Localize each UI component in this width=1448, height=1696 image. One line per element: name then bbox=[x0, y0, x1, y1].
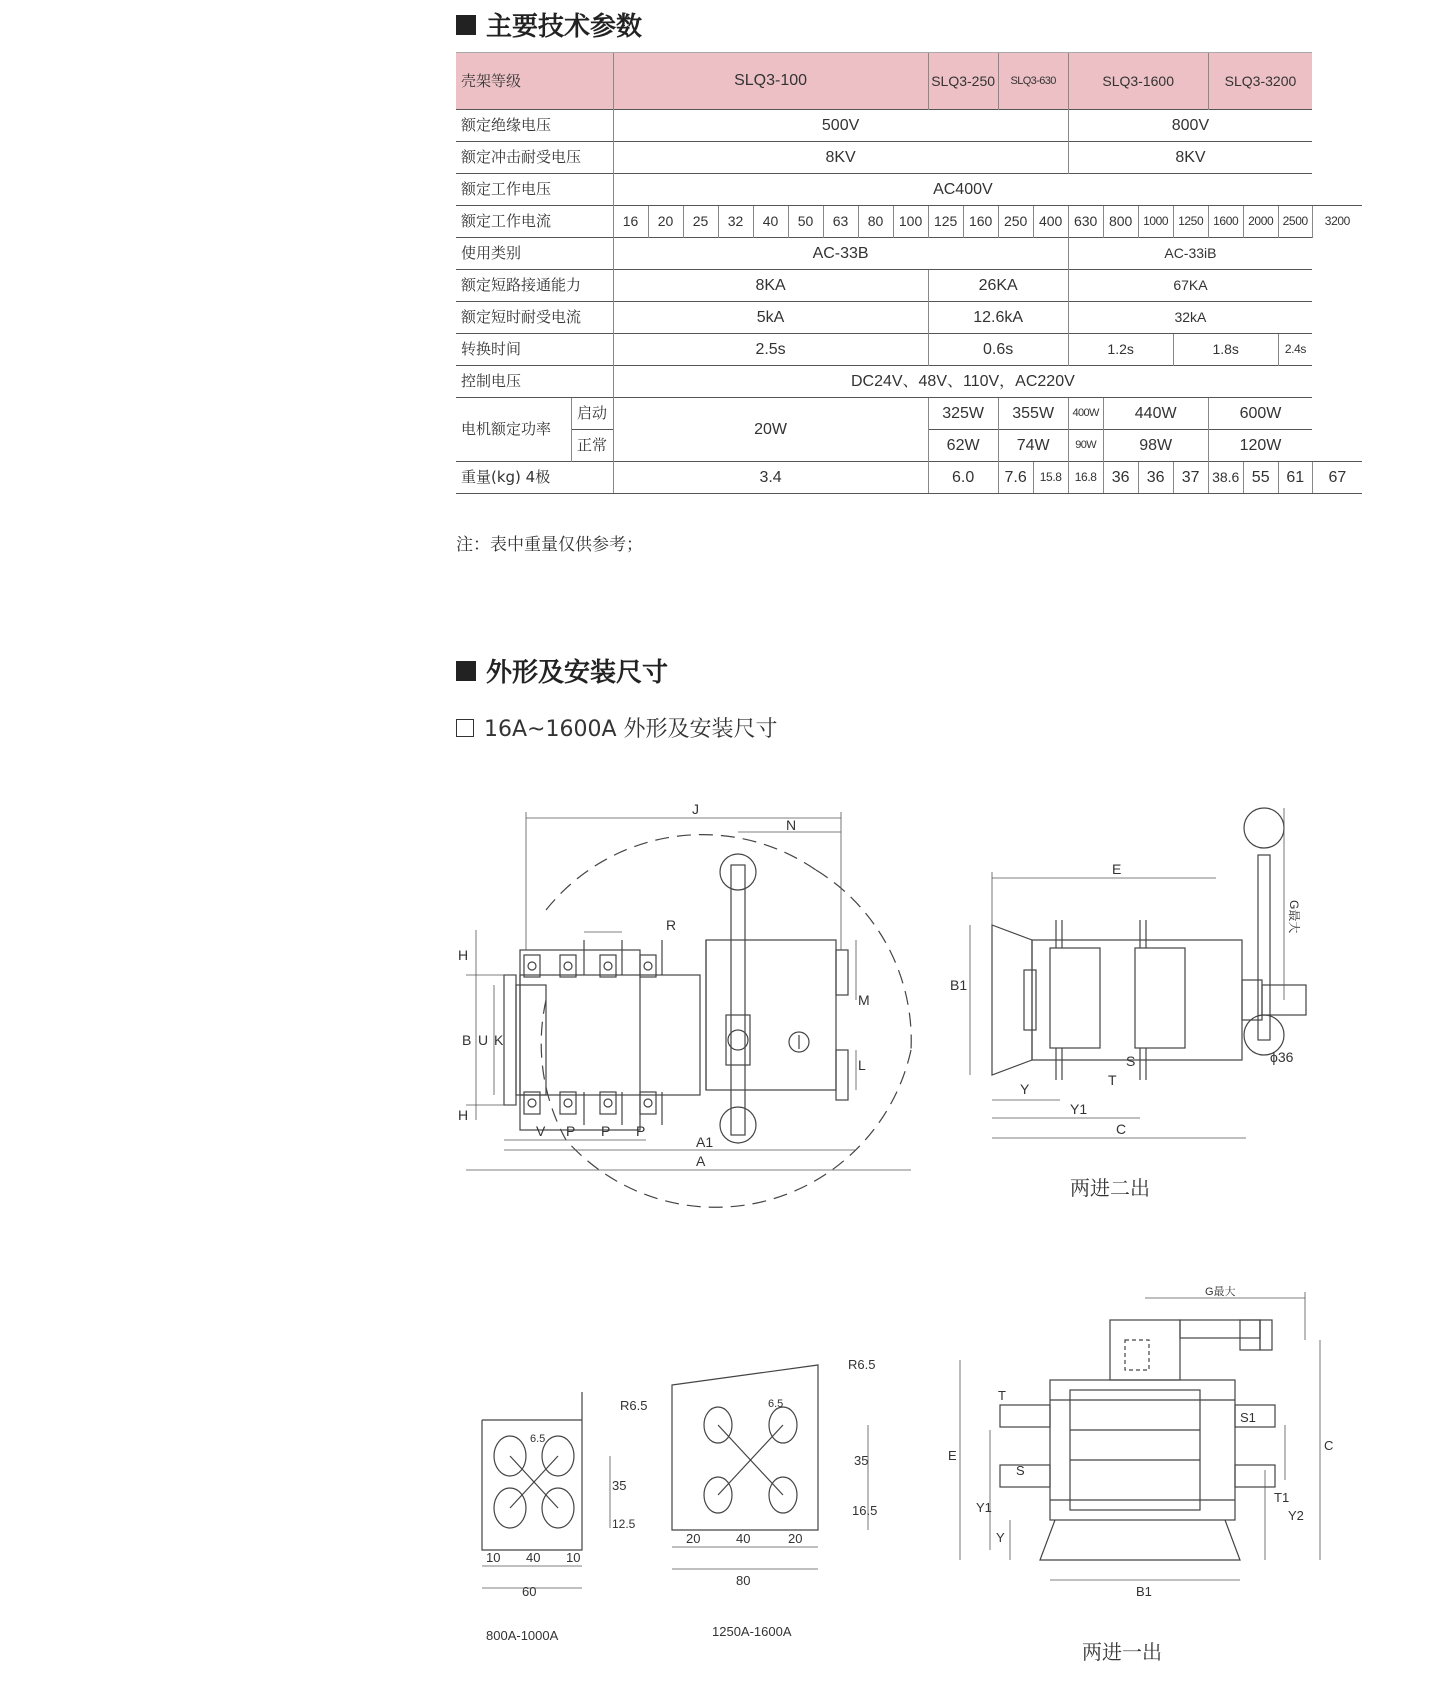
table-cell: AC-33B bbox=[613, 238, 1068, 270]
table-cell: 125 bbox=[928, 206, 963, 238]
table-cell: 2.4s bbox=[1278, 334, 1312, 366]
table-cell: 98W bbox=[1103, 430, 1208, 462]
table-cell: 15.8 bbox=[1033, 462, 1068, 494]
dim-label: Y bbox=[996, 1530, 1005, 1545]
table-cell: 440W bbox=[1103, 398, 1208, 430]
table-cell: 400W bbox=[1068, 398, 1103, 430]
square-bullet-icon bbox=[456, 661, 476, 681]
dim-label: Y2 bbox=[1288, 1508, 1304, 1523]
dim-label: T bbox=[1108, 1072, 1117, 1088]
table-cell: 5kA bbox=[613, 302, 928, 334]
row-label: 额定工作电压 bbox=[456, 174, 613, 206]
table-cell: 40 bbox=[753, 206, 788, 238]
table-cell: 600W bbox=[1208, 398, 1312, 430]
table-cell: 100 bbox=[893, 206, 928, 238]
frame-slq3-3200: SLQ3-3200 bbox=[1208, 53, 1312, 110]
dim-label: Y bbox=[1020, 1081, 1030, 1097]
table-row bbox=[456, 398, 1362, 430]
table-cell: 3200 bbox=[1312, 206, 1362, 238]
table-cell: 26KA bbox=[928, 270, 1068, 302]
dim-label: 35 bbox=[612, 1478, 627, 1493]
dim-label: H bbox=[458, 1107, 469, 1123]
dim-label: Y1 bbox=[976, 1500, 992, 1515]
dim-label: R bbox=[666, 917, 677, 933]
table-cell: 800V bbox=[1068, 110, 1312, 142]
table-cell: AC400V bbox=[613, 174, 1312, 206]
table-cell: 32 bbox=[718, 206, 753, 238]
dim-label: 60 bbox=[522, 1584, 537, 1599]
caption-800-1000: 800A-1000A bbox=[486, 1628, 559, 1643]
frame-slq3-250: SLQ3-250 bbox=[928, 53, 998, 110]
dim-label: G最大 bbox=[1287, 900, 1301, 934]
dim-label: U bbox=[478, 1032, 489, 1048]
header-label: 壳架等级 bbox=[456, 53, 613, 110]
section-title-text: 外形及安装尺寸 bbox=[486, 658, 669, 688]
dim-label: 12.5 bbox=[612, 1517, 636, 1531]
dim-label: E bbox=[1112, 861, 1122, 877]
table-cell: 160 bbox=[963, 206, 998, 238]
row-label: 电机额定功率 bbox=[456, 398, 571, 462]
front-view-drawing bbox=[456, 800, 916, 1200]
dim-label: K bbox=[494, 1032, 504, 1048]
table-cell: 37 bbox=[1173, 462, 1208, 494]
table-cell: 2000 bbox=[1243, 206, 1278, 238]
table-cell: 36 bbox=[1103, 462, 1138, 494]
table-row bbox=[456, 462, 1362, 494]
dim-label: L bbox=[858, 1057, 866, 1073]
caption-two-in-two-out: 两进二出 bbox=[1070, 1176, 1150, 1200]
side-view-drawing bbox=[950, 800, 1300, 1140]
busbar-drawing-800-1000 bbox=[470, 1390, 648, 1600]
dim-label: G最大 bbox=[1205, 1286, 1236, 1298]
table-row bbox=[456, 53, 1362, 110]
table-cell: 1.8s bbox=[1173, 334, 1278, 366]
dim-label: 20 bbox=[686, 1531, 701, 1546]
table-row bbox=[456, 270, 1362, 302]
sub-title-text: 16A~1600A 外形及安装尺寸 bbox=[484, 717, 778, 742]
table-cell: 67 bbox=[1312, 462, 1362, 494]
row-label: 控制电压 bbox=[456, 366, 613, 398]
caption-1250-1600: 1250A-1600A bbox=[712, 1624, 792, 1639]
table-cell: 355W bbox=[998, 398, 1068, 430]
dim-label: Y1 bbox=[1070, 1101, 1088, 1117]
dim-label: C bbox=[1324, 1438, 1334, 1453]
sub-title-dimensions bbox=[456, 712, 778, 743]
table-cell: 250 bbox=[998, 206, 1033, 238]
dim-label: M bbox=[858, 992, 870, 1008]
table-row bbox=[456, 366, 1362, 398]
table-cell: 400 bbox=[1033, 206, 1068, 238]
row-label: 额定短路接通能力 bbox=[456, 270, 613, 302]
busbar-drawing-1250-1600 bbox=[668, 1355, 888, 1595]
frame-slq3-1600: SLQ3-1600 bbox=[1068, 53, 1208, 110]
dim-label: S1 bbox=[1240, 1410, 1256, 1425]
table-cell: 50 bbox=[788, 206, 823, 238]
table-cell: 1600 bbox=[1208, 206, 1243, 238]
dim-label: T1 bbox=[1274, 1490, 1290, 1505]
square-bullet-icon bbox=[456, 15, 476, 35]
dim-label: R6.5 bbox=[848, 1357, 876, 1372]
dim-label: 16.5 bbox=[852, 1503, 878, 1518]
dim-label: P bbox=[566, 1123, 576, 1139]
dim-label: R6.5 bbox=[620, 1398, 648, 1413]
sub-label: 正常 bbox=[571, 430, 613, 462]
table-row bbox=[456, 238, 1362, 270]
table-cell: 6.0 bbox=[928, 462, 998, 494]
dim-label: ϕ36 bbox=[1270, 1049, 1294, 1065]
table-cell: 67KA bbox=[1068, 270, 1312, 302]
table-cell: 32kA bbox=[1068, 302, 1312, 334]
table-cell: 1250 bbox=[1173, 206, 1208, 238]
table-cell: 1000 bbox=[1138, 206, 1173, 238]
dim-label: B bbox=[462, 1032, 472, 1048]
table-row bbox=[456, 174, 1362, 206]
dim-label: 10 bbox=[566, 1550, 581, 1565]
dim-label: P bbox=[601, 1123, 611, 1139]
table-cell: 12.6kA bbox=[928, 302, 1068, 334]
section-title-dimensions bbox=[456, 652, 668, 689]
row-label: 额定工作电流 bbox=[456, 206, 613, 238]
dim-label: N bbox=[786, 817, 797, 833]
table-cell: 90W bbox=[1068, 430, 1103, 462]
table-cell: 120W bbox=[1208, 430, 1312, 462]
table-cell: 2.5s bbox=[613, 334, 928, 366]
table-row bbox=[456, 334, 1362, 366]
table-cell: 16.8 bbox=[1068, 462, 1103, 494]
table-cell: 1.2s bbox=[1068, 334, 1173, 366]
dim-label: B1 bbox=[950, 977, 968, 993]
table-cell: 16 bbox=[613, 206, 648, 238]
table-row bbox=[456, 110, 1362, 142]
section-title-tech-params bbox=[456, 6, 642, 43]
table-cell: 55 bbox=[1243, 462, 1278, 494]
table-cell: 8KA bbox=[613, 270, 928, 302]
tech-params-table bbox=[456, 52, 1362, 494]
dim-label: 6.5 bbox=[768, 1398, 784, 1410]
table-cell: 63 bbox=[823, 206, 858, 238]
dim-label: 40 bbox=[526, 1550, 541, 1565]
table-cell: 630 bbox=[1068, 206, 1103, 238]
sub-label: 启动 bbox=[571, 398, 613, 430]
table-cell: 61 bbox=[1278, 462, 1312, 494]
frame-slq3-100: SLQ3-100 bbox=[613, 53, 928, 110]
row-label: 重量(kg) 4极 bbox=[456, 462, 613, 494]
dim-label: B1 bbox=[1136, 1584, 1152, 1599]
caption-two-in-one-out: 两进一出 bbox=[1082, 1640, 1162, 1664]
table-cell: 500V bbox=[613, 110, 1068, 142]
dim-label: 10 bbox=[486, 1550, 501, 1565]
dim-label: V bbox=[536, 1123, 546, 1139]
row-label: 额定绝缘电压 bbox=[456, 110, 613, 142]
dim-label: A bbox=[696, 1153, 706, 1169]
checkbox-square-icon bbox=[456, 719, 474, 737]
dim-label: 40 bbox=[736, 1531, 751, 1546]
dim-label: E bbox=[948, 1448, 957, 1463]
dim-label: H bbox=[458, 947, 469, 963]
dim-label: T bbox=[998, 1388, 1006, 1403]
dim-label: 6.5 bbox=[530, 1433, 546, 1445]
dim-label: 80 bbox=[736, 1573, 751, 1588]
row-label: 使用类别 bbox=[456, 238, 613, 270]
table-cell: 80 bbox=[858, 206, 893, 238]
dim-label: P bbox=[636, 1123, 646, 1139]
dim-label: S bbox=[1126, 1053, 1136, 1069]
table-cell: 20 bbox=[648, 206, 683, 238]
row-label: 转换时间 bbox=[456, 334, 613, 366]
row-label: 额定短时耐受电流 bbox=[456, 302, 613, 334]
table-cell: 7.6 bbox=[998, 462, 1033, 494]
table-cell: 8KV bbox=[1068, 142, 1312, 174]
single-out-drawing bbox=[940, 1280, 1340, 1610]
table-note: 注：表中重量仅供参考； bbox=[456, 535, 643, 555]
frame-slq3-630: SLQ3-630 bbox=[998, 53, 1068, 110]
dim-label: 35 bbox=[854, 1453, 869, 1468]
table-cell: 20W bbox=[613, 398, 928, 462]
table-cell: 62W bbox=[928, 430, 998, 462]
row-label: 额定冲击耐受电压 bbox=[456, 142, 613, 174]
table-cell: 2500 bbox=[1278, 206, 1312, 238]
section-title-text: 主要技术参数 bbox=[486, 12, 643, 42]
table-cell: DC24V、48V、110V，AC220V bbox=[613, 366, 1312, 398]
table-cell: 74W bbox=[998, 430, 1068, 462]
table-cell: 25 bbox=[683, 206, 718, 238]
table-cell: AC-33iB bbox=[1068, 238, 1312, 270]
table-row bbox=[456, 206, 1362, 238]
table-cell: 8KV bbox=[613, 142, 1068, 174]
table-cell: 36 bbox=[1138, 462, 1173, 494]
dim-label: A1 bbox=[696, 1134, 714, 1150]
dim-label: S bbox=[1016, 1463, 1025, 1478]
table-cell: 0.6s bbox=[928, 334, 1068, 366]
table-cell: 800 bbox=[1103, 206, 1138, 238]
table-row bbox=[456, 142, 1362, 174]
dim-label: 20 bbox=[788, 1531, 803, 1546]
dim-label: C bbox=[1116, 1121, 1127, 1137]
table-cell: 3.4 bbox=[613, 462, 928, 494]
table-cell: 325W bbox=[928, 398, 998, 430]
dim-label: J bbox=[692, 801, 699, 817]
table-cell: 38.6 bbox=[1208, 462, 1243, 494]
table-row bbox=[456, 302, 1362, 334]
